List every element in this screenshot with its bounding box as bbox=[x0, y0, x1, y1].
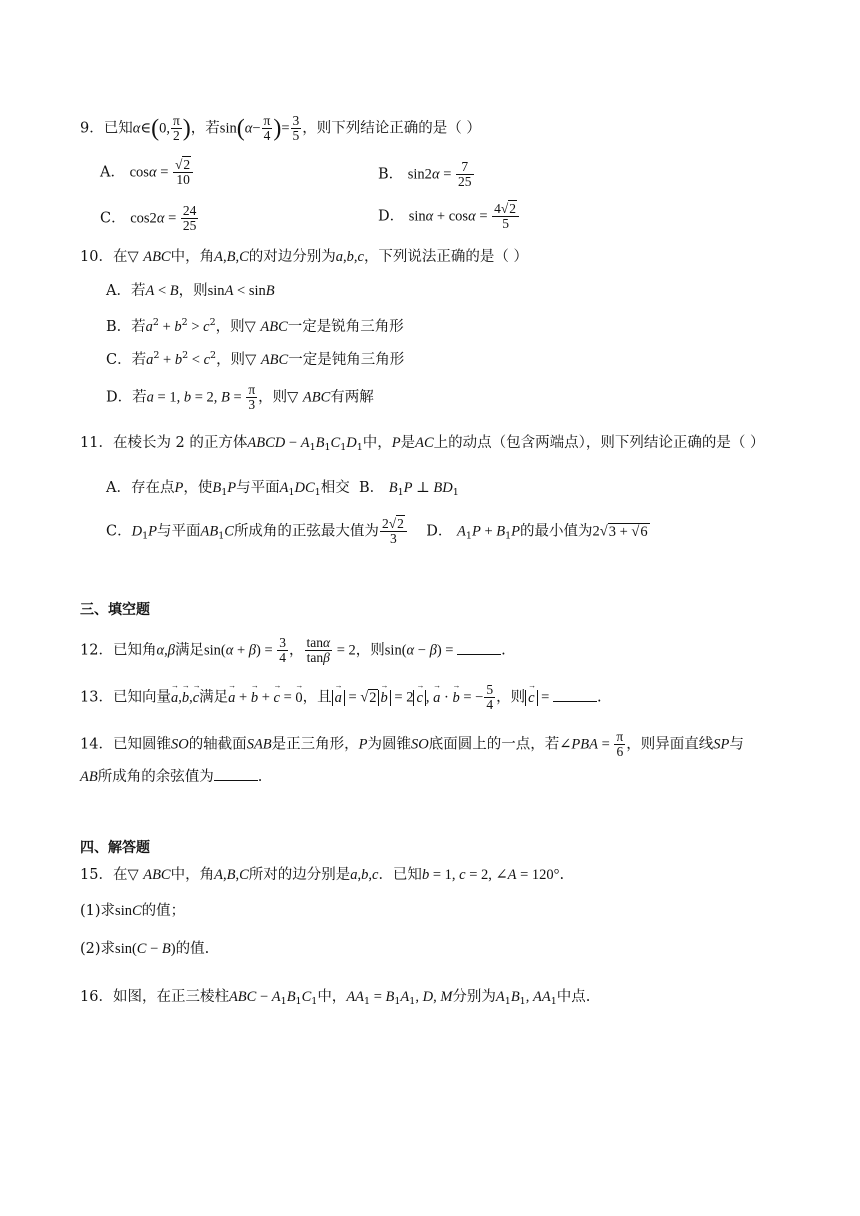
q10-option-b: B．若$a^2 + b^2 > c^2$，则▽ ABC一定是锐角三角形 bbox=[106, 317, 404, 335]
q13-answer-blank[interactable] bbox=[553, 691, 597, 702]
q10-stem: 10．在▽ ABC中，角A,B,C的对边分别为a,b,c，下列说法正确的是（ ） bbox=[80, 249, 529, 265]
q9-option-d: D． sinα + cosα = $\frac{4√2}{5}$ bbox=[378, 202, 520, 231]
q15-part2: (2)求sin(C − B)的值. bbox=[80, 941, 210, 957]
q10-option-a: A．若A < B，则sinA < sinB bbox=[106, 283, 275, 299]
q14-stem-line1: 14．已知圆锥SO的轴截面SAB是正三角形，P为圆锥SO底面圆上的一点，若∠PBA = $\frac{\pi}{6}$ ，则异面直线SP与 bbox=[80, 729, 744, 760]
q11-option-a-b: A．存在点P，使$B_1P$与平面$A_1DC_1$相交 B． $B_1P$ ⊥ $BD_1$ bbox=[106, 480, 459, 498]
q9-option-a: A． cosα = $\frac{√2}{10}$ bbox=[100, 158, 194, 187]
q15-stem: 15．在▽ ABC中，角A,B,C所对的边分别是a,b,c．已知b = 1, c = 2, ∠A = 120°. bbox=[80, 867, 565, 883]
q10-option-c: C．若$a^2 + b^2 < c^2$，则▽ ABC一定是钝角三角形 bbox=[106, 350, 405, 368]
section-solve-title: 四、解答题 bbox=[80, 840, 150, 856]
q10-option-d: D．若a = 1, b = 2, B = $\frac{\pi}{3}$ ，则▽ ABC有两解 bbox=[106, 382, 374, 413]
q9-stem: 9．已知α∈(0, $\frac{\pi}{2}$ )，若sin(α− $\frac{\pi}{4}$ )= $\frac{3}{5}$ ，则下列结论正确的是（ ） bbox=[80, 113, 481, 144]
q13-stem: 13．已知向量→ a,→ b,→ c满足→ a + → b + → c = → 0，且→ a = √2→ b = 2→ c , → a · → b = − $\frac{5}{4}$ ，则→ c = . bbox=[80, 683, 602, 712]
section-fill-title: 三、填空题 bbox=[80, 602, 150, 618]
q16-stem: 16．如图，在正三棱柱ABC − $A_1B_1C_1$中，$AA_1 = B_1A_1$, D, M分别为$A_1B_1$, $AA_1$中点. bbox=[80, 989, 591, 1007]
q15-part1: (1)求sinC的值； bbox=[80, 903, 186, 919]
q14-answer-blank[interactable] bbox=[214, 770, 258, 781]
q9-option-c: C． cos2α = $\frac{24}{25}$ bbox=[100, 203, 197, 234]
q14-stem-line2: AB所成角的余弦值为 . bbox=[80, 769, 263, 785]
q11-option-c-d: C．$D_1P$与平面$AB_1C$所成角的正弦最大值为 $\frac{2√2}{3}$ D． $A_1P + B_1P$的最小值为2√3 + √6 bbox=[106, 516, 648, 547]
q12-answer-blank[interactable] bbox=[457, 644, 501, 655]
q11-stem: 11．在棱长为 2 的正方体ABCD − $A_1B_1C_1D_1$中，P是AC上的动点（包含两端点），则下列结论正确的是（ ） bbox=[80, 435, 765, 453]
q12-stem: 12．已知角α,β满足sin(α + β) = $\frac{3}{4}$ ， $\frac{\tan\alpha}{\tan\beta}$ = 2，则sin(α − β) = . bbox=[80, 635, 506, 666]
q9-option-b: B． sin2α = $\frac{7}{25}$ bbox=[378, 159, 472, 190]
